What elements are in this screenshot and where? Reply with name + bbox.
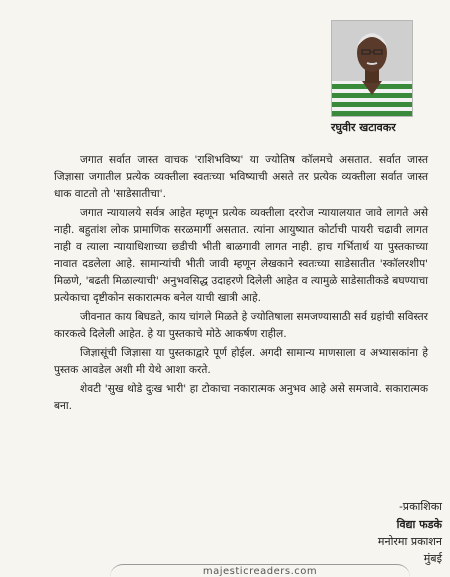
watermark (110, 564, 410, 577)
preface-text (54, 152, 428, 417)
paragraph: जीवनात काय बिघडते, काय चांगले मिळते हे ज्योतिषाला समजण्यासाठी सर्व ग्रहांची सविस्तर कारकत्वे दिलेली आहेत. हे या पुस्तकाचे मोठे आकर्षण राहील. (54, 311, 428, 340)
paragraph: जगात न्यायालये सर्वत्र आहेत म्हणून प्रत्येक व्यक्तीला दररोज न्यायालयात जावे लागते असे नाही. बहुतांश लोक प्रामाणिक सरळमार्गी असतात. त्यांना आयुष्यात कोर्टाची पायरी चढावी लागत नाही व त्याला न्यायाधिशाच्या छडीची भीती बाळगावी लागत नाही. हाच गर्भितार्थ या पुस्तकाच्या नावात दडलेला आहे. सामान्यांची भीती जावी म्हणून लेखकाने स्वतःच्या साडेसातीत 'स्कॉलरशीप' मिळणे, 'बढती मिळाल्याची' अनुभवसिद्ध उदाहरणे दिलेली आहेत व त्यामुळे साडेसातीकडे बघण्याचा प्रत्येकाचा दृष्टीकोन सकारात्मक बनेल याची खात्री आहे. (54, 207, 428, 304)
signature-city: मुंबई (423, 552, 442, 565)
signature-org: मनोरमा प्रकाशन (377, 535, 442, 548)
signature-role: -प्रकाशिका (399, 500, 442, 513)
signature-name: विद्या फडके (396, 518, 442, 531)
paragraph: जगात सर्वात जास्त वाचक 'राशिभविष्य' या ज्योतिष कॉलमचे असतात. सर्वात जास्त जिज्ञासा जगातील प्रत्येक व्यक्तीला स्वतःच्या भविष्याची असते तर प्रत्येक व्यक्तीला सर्वात जास्त धाक वाटतो तो 'साडेसातीचा'. (54, 154, 428, 200)
paragraph: जिज्ञासूंची जिज्ञासा या पुस्तकाद्वारे पूर्ण होईल. अगदी सामान्य माणसाला व अभ्यासकांना हे पुस्तक आवडेल अशी मी येथे आशा करते. (54, 347, 428, 376)
watermark-text: majesticreaders.com (202, 566, 318, 577)
author-name: रघुवीर खटावकर (331, 121, 396, 134)
author-photo (331, 20, 413, 117)
paragraph: शेवटी 'सुख थोडे दुःख भारी' हा टोकाचा नकारात्मक अनुभव आहे असे समजावे. सकारात्मक बना. (54, 383, 428, 412)
